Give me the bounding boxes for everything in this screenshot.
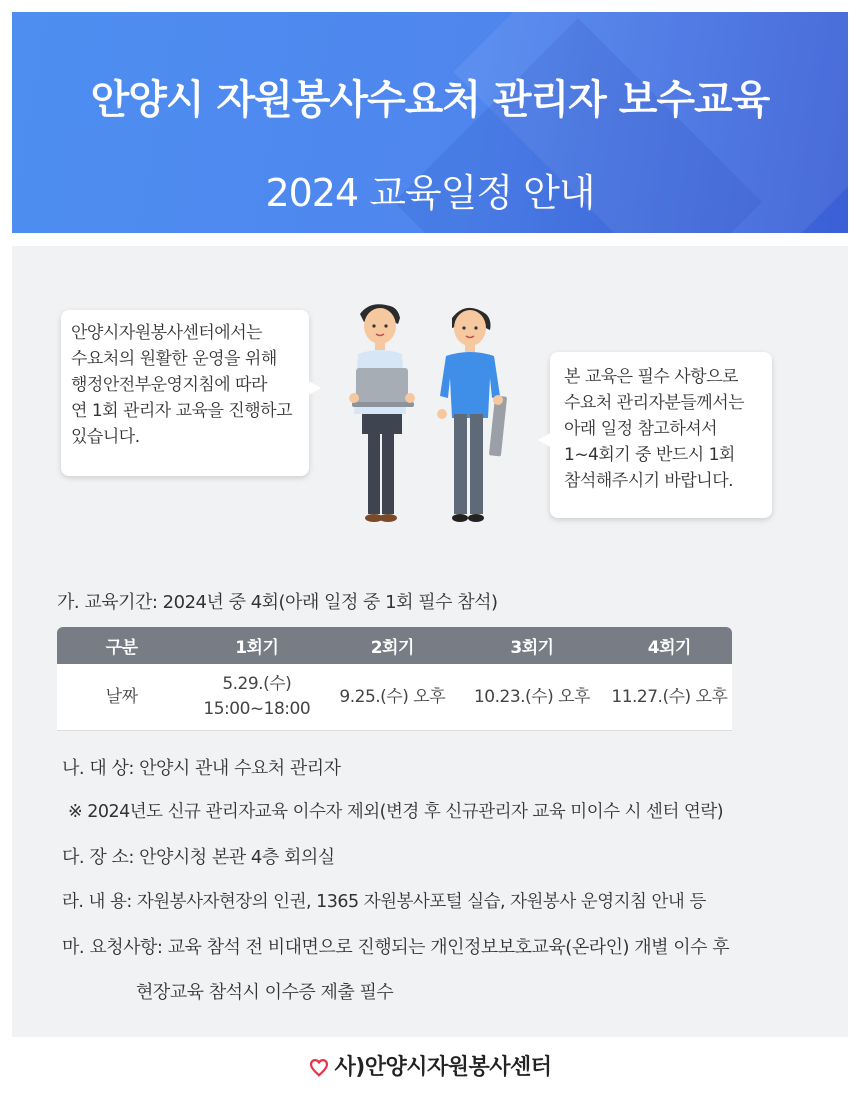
session1-time: 15:00~18:00 [203,699,311,719]
schedule-table [57,627,732,731]
header-banner [12,12,848,233]
speech-bubble-left [61,310,309,476]
session1-cell [186,664,327,731]
table-header-cell: 구분 [57,627,186,664]
bubble-line: 본 교육은 필수 사항으로 [564,367,738,387]
heart-logo-icon [308,1056,330,1078]
person-with-laptop-icon [349,304,415,522]
table-header-cell: 1회기 [186,627,327,664]
row-label-cell: 날짜 [57,664,186,731]
education-request-continued: 현장교육 참석시 이수증 제출 필수 [136,982,394,1003]
page-title: 안양시 자원봉사수요처 관리자 보수교육 [90,77,770,123]
bubble-line: 있습니다. [71,427,140,447]
education-request: 마. 요청사항: 교육 참석 전 비대면으로 진행되는 개인정보보호교육(온라인) 개별 이수 후 [62,937,730,958]
table-header-cell: 2회기 [327,627,457,664]
bubble-line: 아래 일정 참고하셔서 [564,419,718,439]
session4-cell: 11.27.(수) 오후 [607,664,732,731]
table-header-cell: 3회기 [457,627,607,664]
person-with-folder-icon [437,308,507,522]
organization-logo [0,1050,860,1081]
education-content: 라. 내 용: 자원봉사자현장의 인권, 1365 자원봉사포털 실습, 자원봉사 운영지침 안내 등 [62,892,706,912]
session2-cell: 9.25.(수) 오후 [327,664,457,731]
bubble-line: 참석해주시기 바랍니다. [564,471,734,491]
people-illustration [342,296,542,546]
education-place: 다. 장 소: 안양시청 본관 4층 회의실 [62,847,335,868]
bubble-line: 안양시자원봉사센터에서는 [71,323,263,343]
bubble-line: 1~4회기 중 반드시 1회 [564,445,735,465]
session3-cell: 10.23.(수) 오후 [457,664,607,731]
page-subtitle: 2024 교육일정 안내 [265,171,595,215]
bubble-line: 행정안전부운영지침에 따라 [71,375,267,395]
education-target: 나. 대 상: 안양시 관내 수요처 관리자 [62,758,341,779]
education-period: 가. 교육기간: 2024년 중 4회(아래 일정 중 1회 필수 참석) [57,592,498,613]
table-row [57,664,732,731]
speech-bubble-right [550,352,772,518]
organization-name: 사)안양시자원봉사센터 [334,1055,552,1080]
table-header-cell: 4회기 [607,627,732,664]
table-header-row [57,627,732,664]
education-note: ※ 2024년도 신규 관리자교육 이수자 제외(변경 후 신규관리자 교육 미이수 시 센터 연락) [68,802,724,822]
bubble-line: 연 1회 관리자 교육을 진행하고 [71,401,292,421]
bubble-line: 수요처의 원활한 운영을 위해 [71,349,277,369]
session1-date: 5.29.(수) [222,674,292,694]
bubble-line: 수요처 관리자분들께서는 [564,393,745,413]
